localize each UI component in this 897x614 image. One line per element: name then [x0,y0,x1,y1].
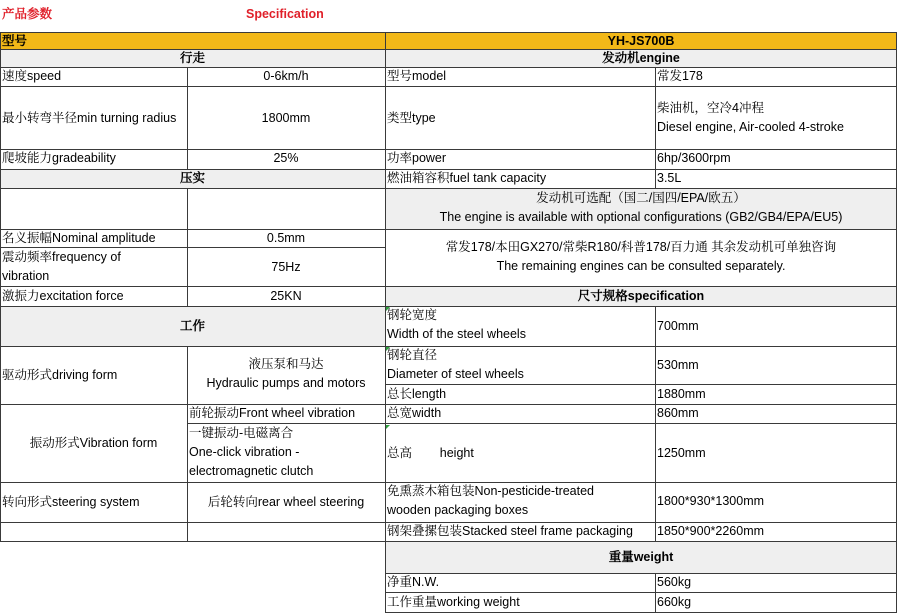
steel-frame-value: 1850*900*2260mm [657,524,765,538]
excitation-force-value: 25KN [270,289,302,303]
vibration-form-one-click [187,424,385,482]
driving-form-label: 驱动形式driving form [2,368,118,382]
cell-marker-icon [386,307,390,311]
steel-frame-label: 钢架叠摞包装Stacked steel frame packaging [387,524,633,538]
work-section-title: 工作 [179,319,205,333]
working-weight-label: 工作重量working weight [387,595,520,609]
width-label: 总宽width [387,406,442,420]
wheel-width-label-en: Width of the steel wheels [387,327,526,341]
compaction-section-title: 压实 [179,171,205,185]
cell-marker-icon [386,347,390,351]
gradeability-label: 爬坡能力gradeability [2,151,116,165]
engine-section-title: 发动机engine [602,51,680,65]
spec-section-title: 尺寸规格specification [577,289,705,303]
wooden-box-label-line1: 免熏蒸木箱包装Non-pesticide-treated [387,484,595,498]
wheel-width-label-cn: 钢轮宽度 [387,308,438,322]
gradeability-value: 25% [273,151,299,165]
wheel-width-label [385,306,655,346]
one-click-line2: One-click vibration - [189,445,300,459]
wooden-box-value: 1800*930*1300mm [657,494,765,508]
amplitude-value: 0.5mm [266,231,306,245]
turning-radius-value: 1800mm [261,111,311,125]
frequency-label [0,248,187,286]
travel-section-title: 行走 [179,51,205,65]
net-weight-value: 560kg [657,575,692,589]
frequency-value: 75Hz [271,260,301,274]
driving-form-value-cn: 液压泵和马达 [248,357,324,371]
vibration-form-front-wheel: 前轮振动Front wheel vibration [189,406,356,420]
length-value: 1880mm [657,387,706,401]
wheel-diameter-label-en: Diameter of steel wheels [387,367,524,381]
model-value: YH-JS700B [607,34,675,48]
engine-optional-note [385,189,897,229]
engine-optional-en: The engine is available with optional configurations (GB2/GB4/EPA/EU5) [439,210,843,224]
speed-label: 速度speed [2,69,62,83]
length-label: 总长length [387,387,447,401]
wooden-box-label-line2: wooden packaging boxes [387,503,529,517]
engine-model-label: 型号model [387,69,447,83]
frequency-label-line1: 震动频率frequency of [2,250,121,264]
product-params-title: 产品参数 [2,7,53,21]
wooden-box-label [385,482,655,521]
width-value: 860mm [657,406,699,420]
one-click-line1: 一键振动-电磁离合 [189,426,294,440]
power-label: 功率power [387,151,447,165]
power-value: 6hp/3600rpm [657,151,731,165]
model-label: 型号 [2,34,28,48]
height-label: 总高 height [387,446,474,460]
fuel-tank-label: 燃油箱容积fuel tank capacity [387,171,547,185]
engine-type-value-en: Diesel engine, Air-cooled 4-stroke [657,120,844,134]
wheel-diameter-label [385,346,655,384]
height-value: 1250mm [657,446,706,460]
frequency-label-line2: vibration [2,269,50,283]
speed-value: 0-6km/h [263,69,309,83]
steering-value: 后轮转向rear wheel steering [207,495,365,509]
engine-optional-cn: 发动机可选配（国二/国四/EPA/欧五） [536,191,746,205]
working-weight-value: 660kg [657,595,692,609]
wheel-width-value: 700mm [657,319,699,333]
specification-title: Specification [246,7,324,21]
engine-model-value: 常发178 [657,69,703,83]
vibration-form-label: 振动形式Vibration form [29,436,158,450]
weight-section-title: 重量weight [608,550,674,564]
wheel-diameter-label-cn: 钢轮直径 [387,348,438,362]
engine-type-value [655,99,897,139]
cell-marker-icon [386,425,390,429]
driving-form-value [187,355,385,395]
engine-type-value-cn: 柴油机，空冷4冲程 [657,101,764,115]
excitation-force-label: 激振力excitation force [2,289,124,303]
one-click-line3: electromagnetic clutch [189,464,314,478]
wheel-diameter-value: 530mm [657,358,699,372]
engine-remaining-cn: 常发178/本田GX270/常柴R180/科普178/百力通 其余发动机可单独咨询 [445,240,837,254]
turning-radius-label: 最小转弯半径min turning radius [2,111,177,125]
engine-type-label: 类型type [387,111,436,125]
fuel-tank-value: 3.5L [657,171,682,185]
engine-remaining-en: The remaining engines can be consulted separately. [496,259,786,273]
engine-remaining-note [385,238,897,278]
amplitude-label: 名义振幅Nominal amplitude [2,231,156,245]
net-weight-label: 净重N.W. [387,575,440,589]
steering-label: 转向形式steering system [2,495,140,509]
driving-form-value-en: Hydraulic pumps and motors [206,376,366,390]
